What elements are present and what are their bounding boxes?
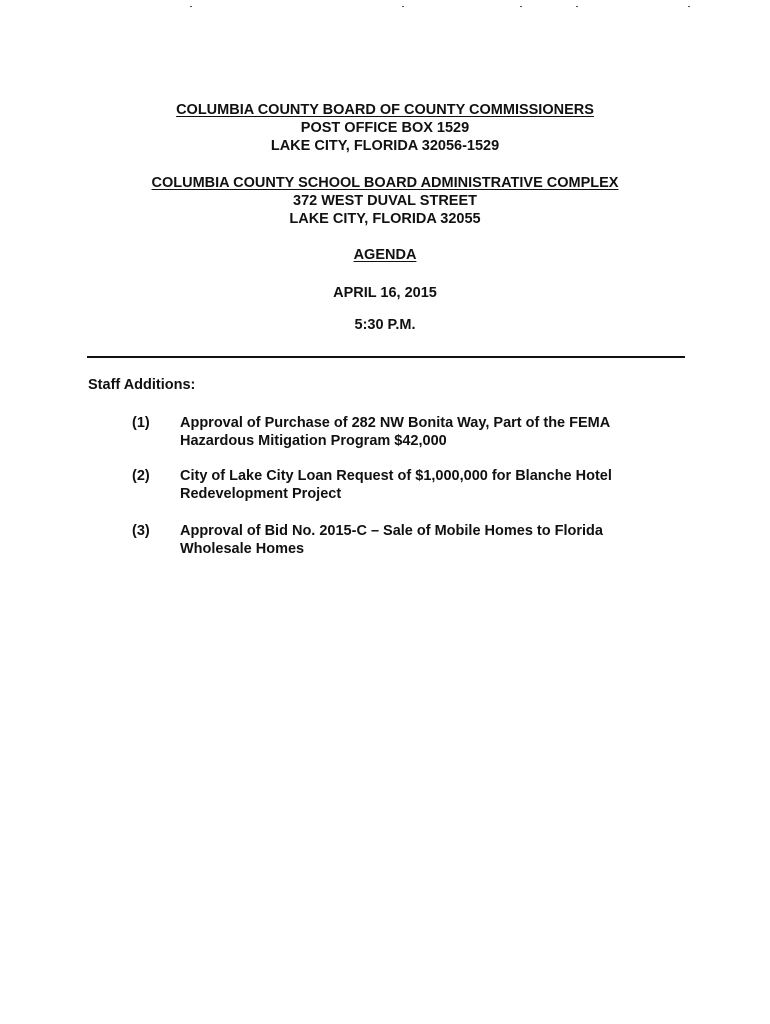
item-text-line: Redevelopment Project bbox=[180, 486, 342, 502]
item-number: (2) bbox=[132, 468, 150, 484]
po-box: POST OFFICE BOX 1529 bbox=[300, 120, 470, 136]
item-text-line: Approval of Bid No. 2015-C – Sale of Mobile Homes to Florida bbox=[180, 523, 603, 539]
scan-artifact bbox=[402, 6, 404, 7]
horizontal-divider bbox=[87, 356, 685, 358]
item-number: (1) bbox=[132, 415, 150, 431]
board-name: COLUMBIA COUNTY BOARD OF COUNTY COMMISSIONERS bbox=[176, 102, 594, 118]
meeting-date: APRIL 16, 2015 bbox=[333, 285, 437, 301]
board-address-block bbox=[0, 101, 770, 155]
scan-artifact bbox=[688, 6, 690, 7]
item-text bbox=[180, 414, 660, 450]
venue-city: LAKE CITY, FLORIDA 32055 bbox=[289, 211, 481, 227]
meeting-time: 5:30 P.M. bbox=[354, 317, 416, 333]
venue-name: COLUMBIA COUNTY SCHOOL BOARD ADMINISTRATIVE COMPLEX bbox=[151, 175, 619, 191]
meeting-time-block bbox=[0, 316, 770, 334]
venue-street: 372 WEST DUVAL STREET bbox=[293, 193, 477, 209]
scan-artifact bbox=[576, 6, 578, 7]
item-number: (3) bbox=[132, 523, 150, 539]
section-heading: Staff Additions: bbox=[88, 377, 196, 393]
item-text bbox=[180, 467, 660, 503]
scan-artifact bbox=[520, 6, 522, 7]
item-text-line: Approval of Purchase of 282 NW Bonita Way, Part of the FEMA bbox=[180, 415, 611, 431]
meeting-date-block bbox=[0, 284, 770, 302]
item-text-line: Wholesale Homes bbox=[180, 541, 305, 557]
mailing-city: LAKE CITY, FLORIDA 32056-1529 bbox=[270, 138, 500, 154]
item-text bbox=[180, 522, 660, 558]
agenda-title-block bbox=[0, 246, 770, 264]
scan-artifact bbox=[190, 6, 192, 7]
item-text-line: Hazardous Mitigation Program $42,000 bbox=[180, 433, 447, 449]
venue-address-block bbox=[0, 174, 770, 228]
item-text-line: City of Lake City Loan Request of $1,000,000 for Blanche Hotel bbox=[180, 468, 612, 484]
agenda-title: AGENDA bbox=[353, 247, 417, 263]
